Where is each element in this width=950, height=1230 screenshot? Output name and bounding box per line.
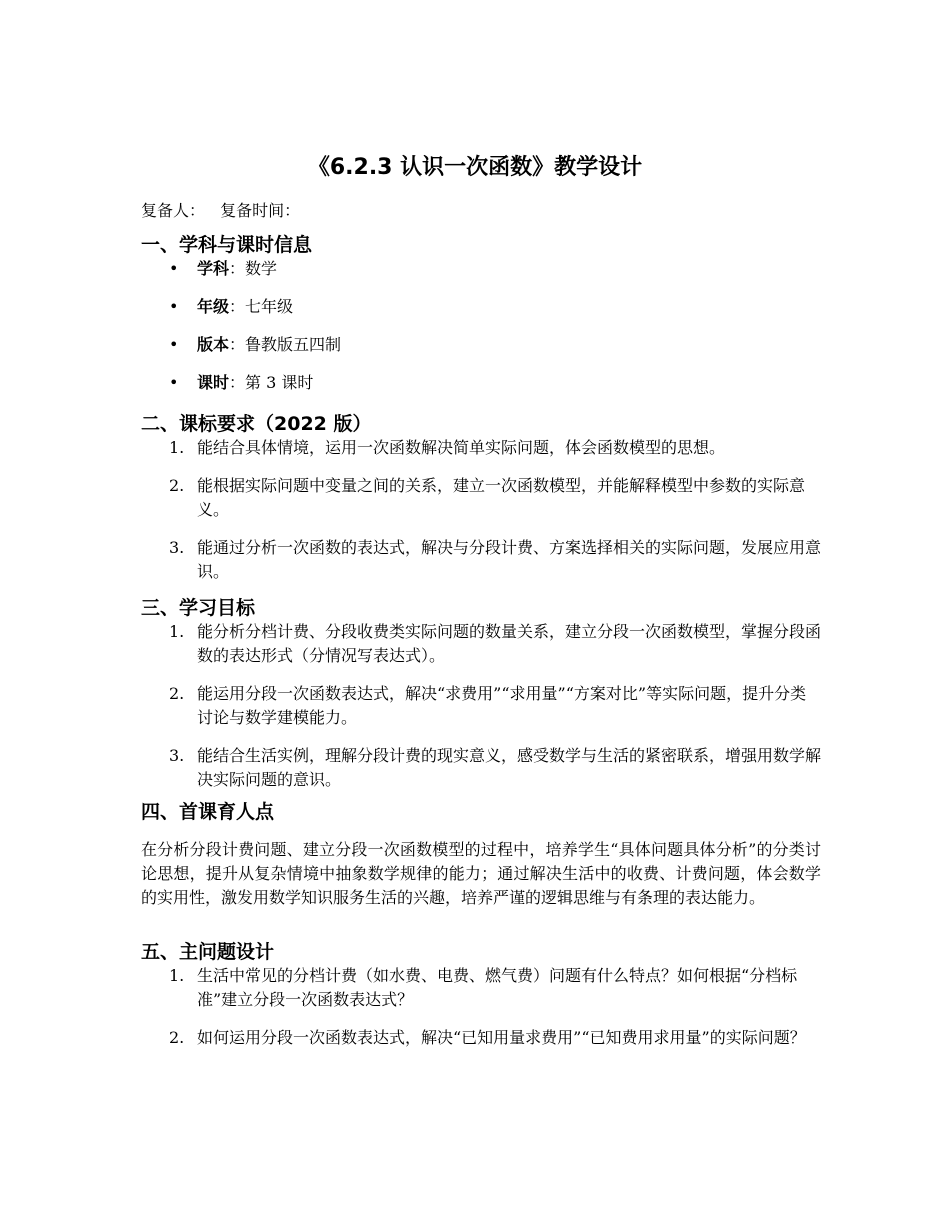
section-heading: 四、首课育人点 — [141, 801, 275, 823]
list-item — [141, 257, 821, 281]
list-item: 2. 如何运用分段一次函数表达式，解决“已知用量求费用”“已知费用求用量”的实际问题？ — [169, 1028, 806, 1047]
list-item: 3. 能通过分析一次函数的表达式，解决与分段计费、方案选择相关的实际问题，发展应用意识。 — [169, 538, 822, 581]
section-course-info — [141, 233, 821, 409]
section-curriculum-standards — [141, 412, 821, 598]
list-item — [141, 371, 821, 395]
preparer-label: 复备人： — [141, 201, 206, 220]
list-item: 3. 能结合生活实例，理解分段计费的现实意义，感受数学与生活的紧密联系，增强用数学解决实际问题的意识。 — [169, 746, 822, 789]
section-main-questions — [141, 940, 821, 1064]
item-text: 能通过分析一次函数的表达式，解决与分段计费、方案选择相关的实际问题，发展应用意识。 — [197, 538, 822, 581]
questions-list — [141, 964, 821, 1050]
item-text: 能运用分段一次函数表达式，解决“求费用”“求用量”“方案对比”等实际问题，提升分类讨论与数学建模能力。 — [197, 684, 807, 727]
list-item: 1. 能结合具体情境，运用一次函数解决简单实际问题，体会函数模型的思想。 — [169, 438, 726, 457]
item-label: 年级 — [197, 297, 230, 316]
item-text: 能根据实际问题中变量之间的关系，建立一次函数模型，并能解释模型中参数的实际意义。 — [197, 476, 806, 519]
section-education-point — [141, 800, 821, 910]
section-heading: 一、学科与课时信息 — [141, 234, 313, 256]
section-heading: 三、学习目标 — [141, 597, 256, 619]
list-item: 1. 生活中常见的分档计费（如水费、电费、燃气费）问题有什么特点？如何根据“分档标准”建立分段一次函数表达式？ — [169, 966, 798, 1009]
section-learning-goals — [141, 596, 821, 806]
section-paragraph: 在分析分段计费问题、建立分段一次函数模型的过程中，培养学生“具体问题具体分析”的分类讨论思想，提升从复杂情境中抽象数学规律的能力；通过解决生活中的收费、计费问题，体会数学的实用性，激发用数学知识服务生活的兴趣，培养严谨的逻辑思维与有条理的表达能力。 — [141, 840, 821, 907]
list-item: 2. 能运用分段一次函数表达式，解决“求费用”“求用量”“方案对比”等实际问题，提升分类讨论与数学建模能力。 — [169, 684, 807, 727]
list-item — [141, 295, 821, 319]
item-text: 生活中常见的分档计费（如水费、电费、燃气费）问题有什么特点？如何根据“分档标准”建立分段一次函数表达式？ — [197, 966, 798, 1009]
list-item: 2. 能根据实际问题中变量之间的关系，建立一次函数模型，并能解释模型中参数的实际意义。 — [169, 476, 806, 519]
item-text: 能结合具体情境，运用一次函数解决简单实际问题，体会函数模型的思想。 — [197, 438, 726, 457]
item-text: 如何运用分段一次函数表达式，解决“已知用量求费用”“已知费用求用量”的实际问题？ — [197, 1028, 806, 1047]
item-label: 学科 — [197, 259, 230, 278]
list-item — [141, 333, 821, 357]
section-heading: 五、主问题设计 — [141, 941, 275, 963]
goals-list — [141, 620, 821, 792]
section-heading: 二、课标要求（2022 版） — [141, 413, 372, 435]
item-text: 能结合生活实例，理解分段计费的现实意义，感受数学与生活的紧密联系，增强用数学解决实际问题的意识。 — [197, 746, 822, 789]
item-text: 能分析分档计费、分段收费类实际问题的数量关系，建立分段一次函数模型，掌握分段函数的表达形式（分情况写表达式）。 — [197, 622, 822, 665]
item-label: 版本 — [197, 335, 230, 354]
list-item: 1. 能分析分档计费、分段收费类实际问题的数量关系，建立分段一次函数模型，掌握分段函数的表达形式（分情况写表达式）。 — [169, 622, 822, 665]
item-value: ：鲁教版五四制 — [229, 335, 342, 354]
document-meta — [141, 198, 310, 221]
document-title: 《6.2.3 认识一次函数》教学设计 — [307, 155, 643, 180]
item-value: ：第 3 课时 — [229, 373, 314, 392]
standards-list — [141, 436, 821, 584]
course-info-list — [141, 257, 821, 395]
item-value: ：七年级 — [229, 297, 294, 316]
item-label: 课时 — [197, 373, 230, 392]
prep-time-label: 复备时间： — [220, 201, 301, 220]
item-value: ：数学 — [229, 259, 278, 278]
